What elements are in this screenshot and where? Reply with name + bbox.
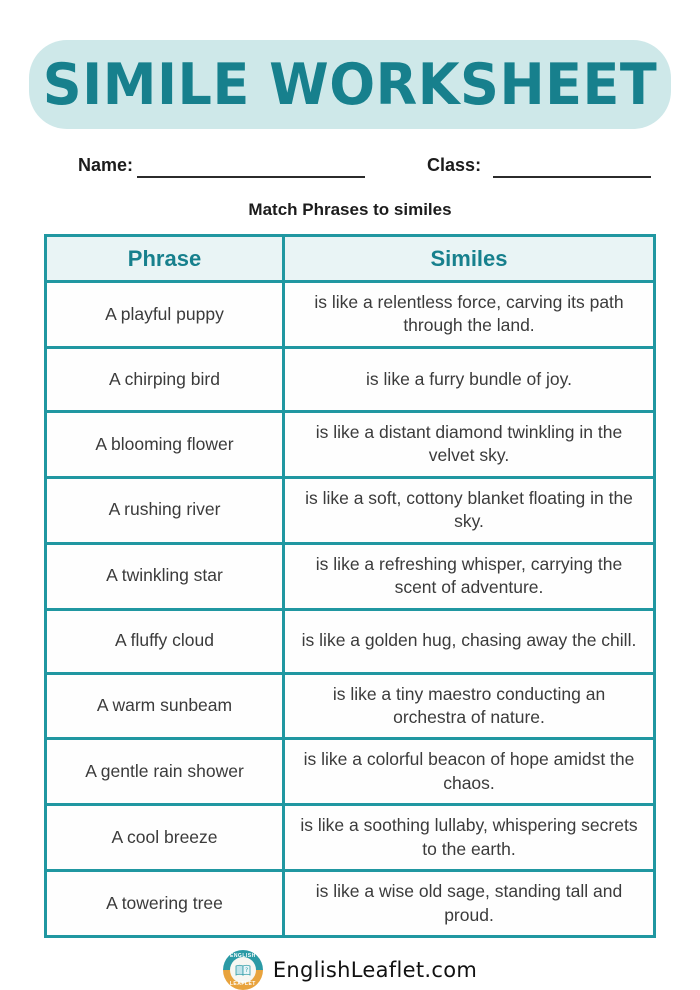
table-row [46,739,655,805]
page-title: SIMILE WORKSHEET [42,51,658,118]
title-banner [29,40,671,129]
name-label: Name: [78,155,134,175]
match-table [44,234,656,938]
simile-cell: is like a golden hug, chasing away the chill. [284,609,655,673]
table-row [46,871,655,937]
simile-cell: is like a tiny maestro conducting an orchestra of nature. [284,673,655,739]
brand-name: EnglishLeaflet.com [272,958,478,982]
instruction-text: Match Phrases to similes [248,200,452,219]
phrase-cell: A fluffy cloud [46,609,284,673]
phrase-cell: A towering tree [46,871,284,937]
phrase-cell: A chirping bird [46,347,284,411]
logo-book-icon [230,957,256,983]
student-fields-row [40,155,660,178]
phrase-cell: A cool breeze [46,805,284,871]
open-book-glyph [235,964,251,977]
table-row [46,282,655,348]
simile-cell: is like a distant diamond twinkling in the velvet sky. [284,411,655,477]
similes-column-header: Similes [284,236,655,282]
phrase-cell: A gentle rain shower [46,739,284,805]
class-field-line [493,156,651,178]
simile-cell: is like a wise old sage, standing tall and proud. [284,871,655,937]
svg-text:?: ? [244,966,249,974]
table-row [46,673,655,739]
simile-cell: is like a relentless force, carving its path through the land. [284,282,655,348]
simile-cell: is like a furry bundle of joy. [284,347,655,411]
footer [223,950,477,990]
phrase-cell: A rushing river [46,477,284,543]
simile-cell: is like a soft, cottony blanket floating in the sky. [284,477,655,543]
table-row [46,609,655,673]
english-leaflet-logo-icon [223,950,263,990]
table-row [46,805,655,871]
phrase-cell: A blooming flower [46,411,284,477]
class-label: Class: [427,155,482,175]
phrase-cell: A warm sunbeam [46,673,284,739]
table-row [46,411,655,477]
logo-top-text: ENGLISH [229,953,256,959]
simile-cell: is like a soothing lullaby, whispering secrets to the earth. [284,805,655,871]
table-header-row [46,236,655,282]
simile-cell: is like a refreshing whisper, carrying the scent of adventure. [284,543,655,609]
name-field-line [137,156,365,178]
phrase-cell: A twinkling star [46,543,284,609]
table-row [46,477,655,543]
simile-cell: is like a colorful beacon of hope amidst the chaos. [284,739,655,805]
table-row [46,543,655,609]
logo-bottom-text: LEAFLET [229,981,256,987]
phrase-cell: A playful puppy [46,282,284,348]
phrase-column-header: Phrase [46,236,284,282]
table-row [46,347,655,411]
